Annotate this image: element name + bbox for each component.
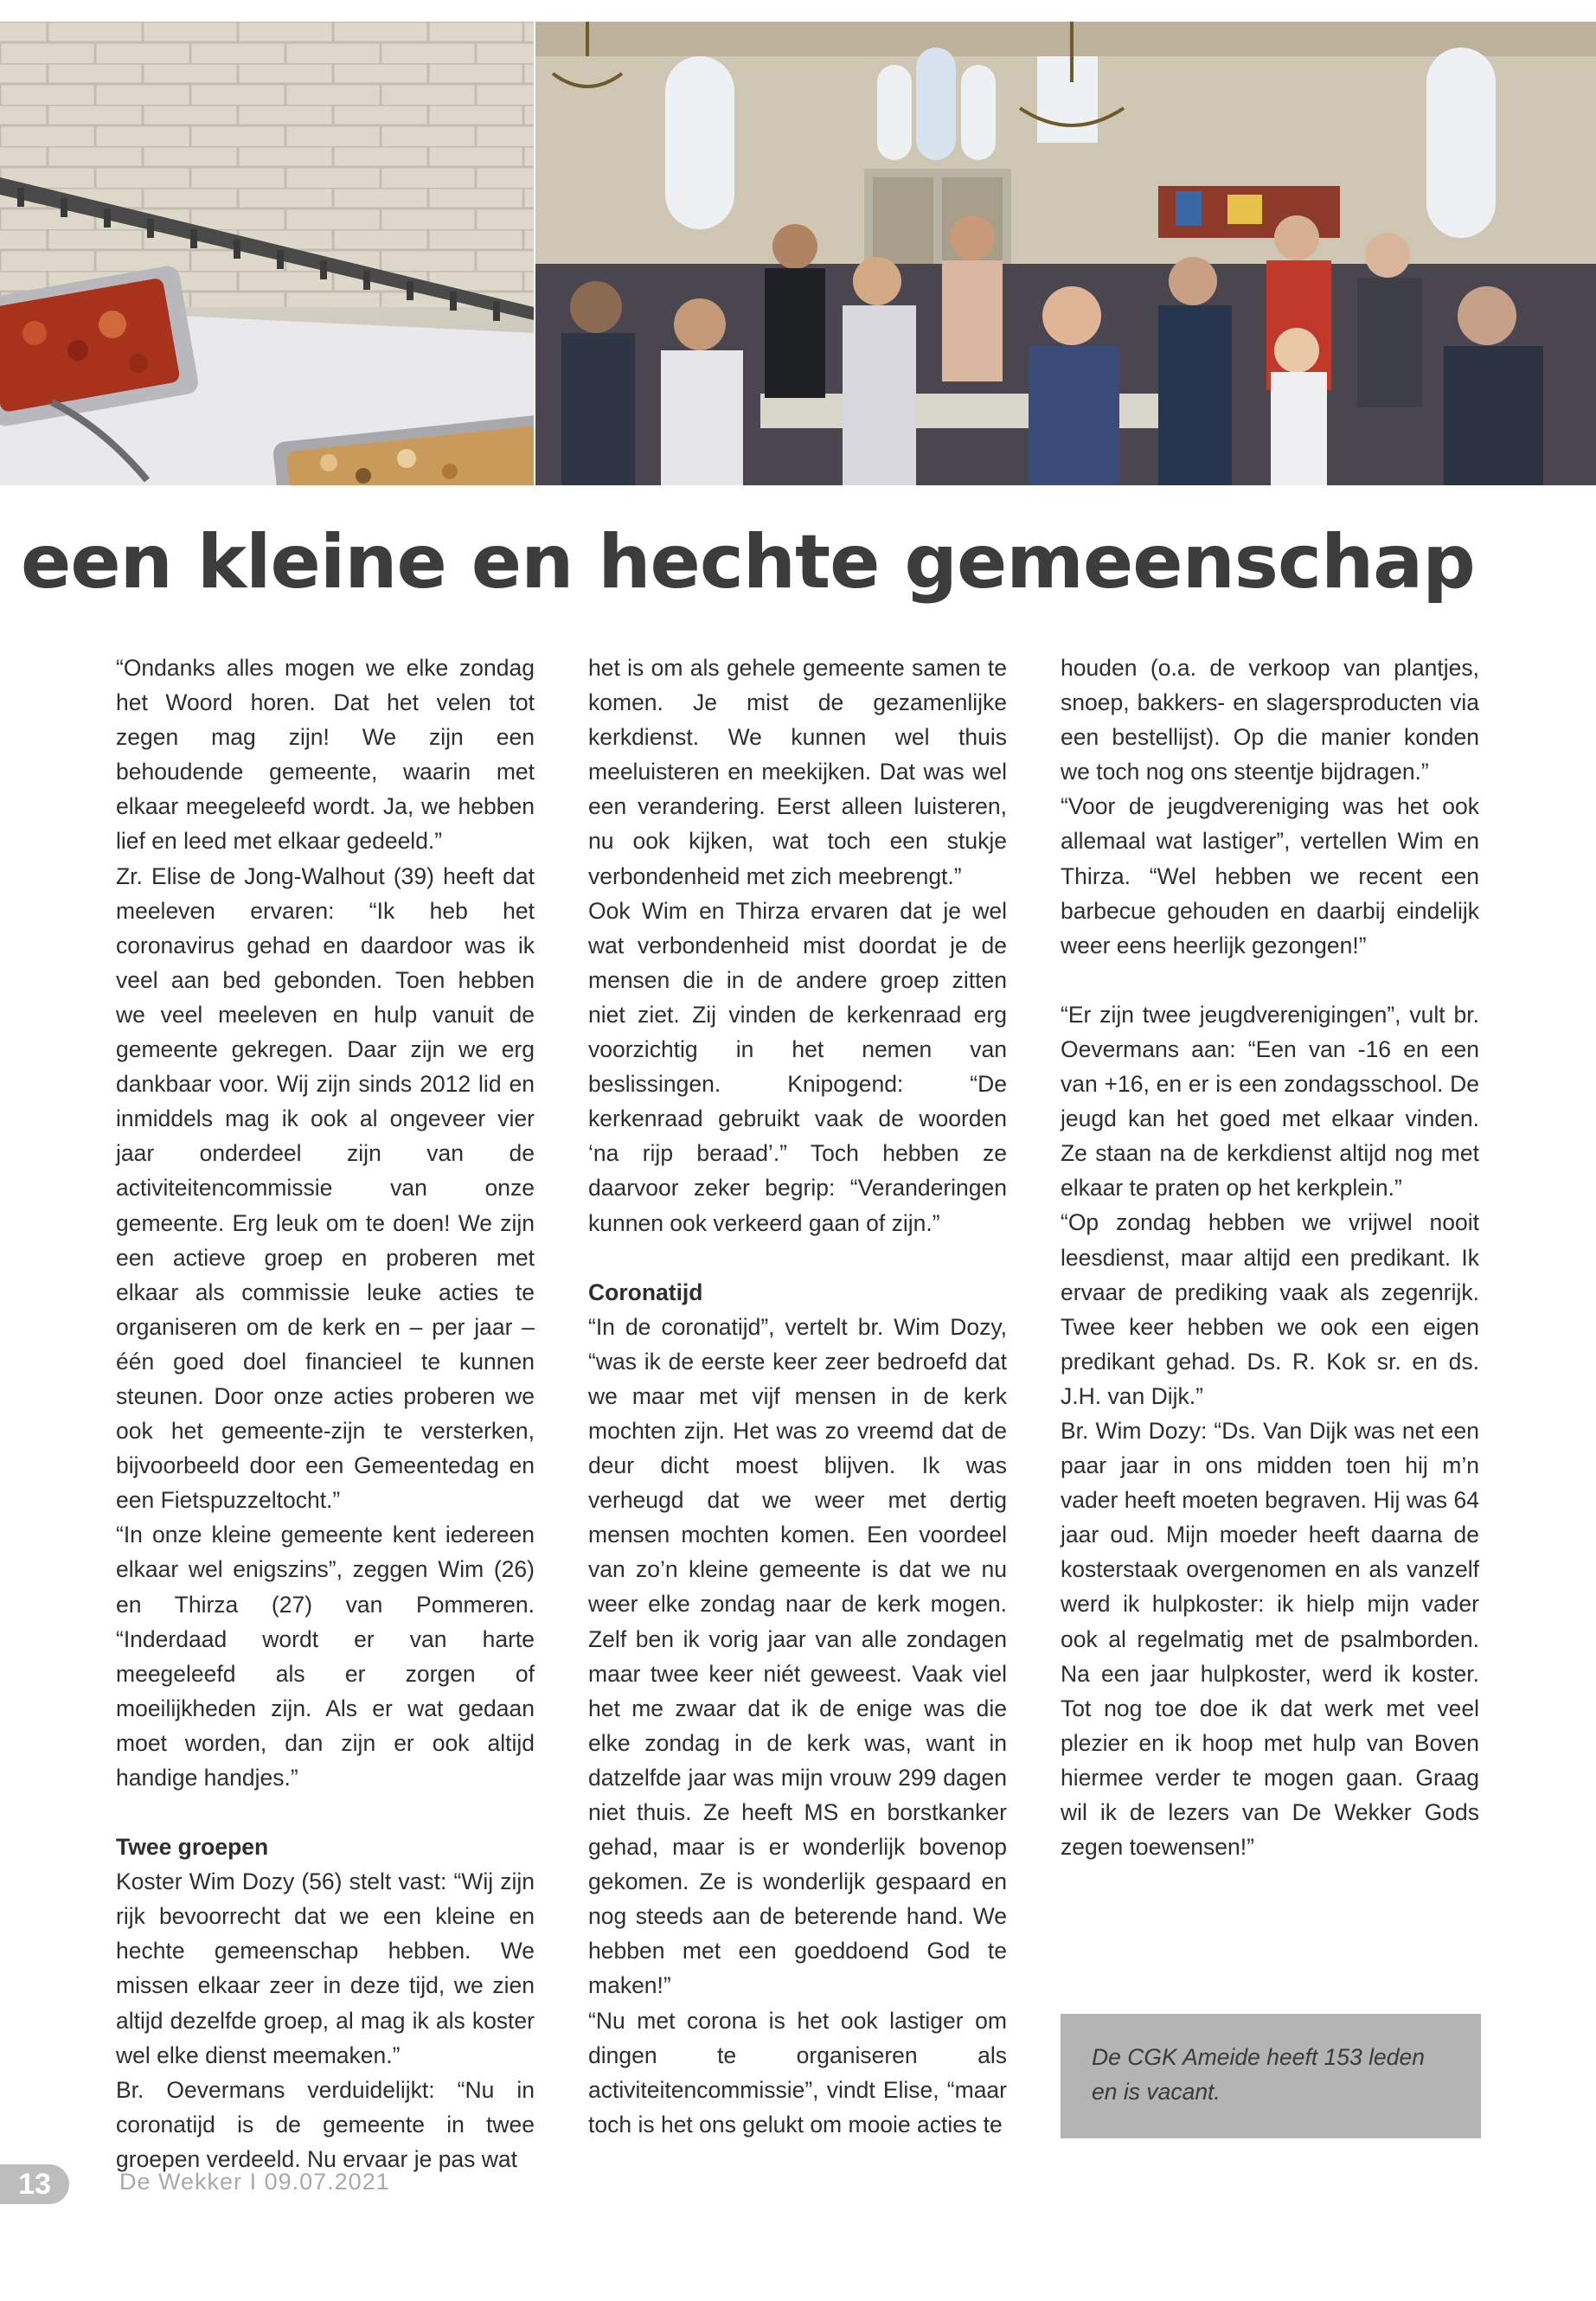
paragraph: Zr. Elise de Jong-Walhout (39) heeft dat meeleven ervaren: “Ik heb het coronavirus gehad en daardoor was ik veel aan bed gebonden. Toen hebben we veel meeleven en hulp vanuit de gemeente gekregen. Daar zijn we erg dankbaar voor. Wij zijn sinds 2012 lid en inmiddels mag ik ook al ongeveer vier jaar onderdeel zijn van de activiteitencommissie van onze gemeente. Erg leuk om te doen! We zijn een actieve groep en proberen met elkaar als commissie leuke acties te organiseren om de kerk en – per jaar – één goed doel financieel te kunnen steunen. Door onze acties proberen we ook het gemeente-zijn te versterken, bijvoorbeeld door een Gemeentedag en een Fietspuzzeltocht.” [116,862,535,1514]
page-number: 13 [0,2164,69,2204]
paragraph: “Ondanks alles mogen we elke zondag het Woord horen. Dat het velen tot zegen mag zijn! We zijn een behoudende gemeente, waarin met elkaar meegeleefd wordt. Ja, we hebben lief en leed met elkaar gedeeld.” [116,655,535,855]
paragraph: Br. Wim Dozy: “Ds. Van Dijk was net een paar jaar in ons midden toen hij m’n vader heeft moeten begraven. Hij was 64 jaar oud. Mijn moeder heeft daarna de kosterstaak overgenomen en als vanzelf werd ik hulpkoster: ik hielp mijn vader ook al regelmatig met de psalmborden. Na een jaar hulpkoster, werd ik koster. Tot nog toe doe ik dat werk met veel plezier en ik hoop met hulp van Boven hiermee verder te mogen gaan. Graag wil ik de lezers van De Wekker Gods zegen toewensen!” [1061,1417,1479,1861]
paragraph: “Op zondag hebben we vrijwel nooit leesdienst, maar altijd een predikant. Ik ervaar de prediking vaak als zegenrijk. Twee keer hebben we ook een eigen predikant gehad. Ds. R. Kok sr. en ds. J.H. van Dijk.” [1061,1209,1479,1409]
info-box: De CGK Ameide heeft 153 leden en is vacant. [1061,2014,1481,2138]
section-heading-twee-groepen: Twee groepen [116,1834,269,1861]
paragraph: Koster Wim Dozy (56) stelt vast: “Wij zijn rijk bevoorrecht dat we een kleine en hechte gemeenschap hebben. We missen elkaar zeer in deze tijd, we zien altijd dezelfde groep, al mag ik als koster wel elke dienst meemaken.” [116,1868,535,2068]
buffet-illustration [0,22,534,485]
paragraph: “In de coronatijd”, vertelt br. Wim Dozy, “was ik de eerste keer zeer bedroefd dat we maar met vijf mensen in de kerk mochten zijn. Het was zo vreemd dat de deur dicht moest blijven. Ik was verheugd dat we weer met dertig mensen mochten komen. Een voordeel van zo’n kleine gemeente is dat we nu weer elke zondag naar de kerk mogen. Zelf ben ik vorig jaar van alle zondagen maar twee keer niét geweest. Vaak viel het me zwaar dat ik de enige was die elke zondag in de kerk was, want in datzelfde jaar was mijn vrouw 299 dagen niet thuis. Ze heeft MS en borstkanker gehad, maar is er wonderlijk bovenop gekomen. Ze is wonderlijk gespaard en nog steeds aan de beterende hand. We hebben met een goeddoend God te maken!” [588,1313,1007,1999]
publication-name: De Wekker [119,2169,243,2195]
paragraph: “Nu met corona is het ook lastiger om dingen te organiseren als activiteitencommissie”, vindt Elise, “maar toch is het ons gelukt om mooie acties te [588,2007,1007,2138]
article-column-1 [116,651,535,2176]
top-margin [0,0,1596,22]
section-heading-coronatijd: Coronatijd [588,1279,703,1305]
article-column-2 [588,651,1007,2142]
paragraph: Br. Oevermans verduidelijkt: “Nu in coronatijd is de gemeente in twee groepen verdeeld. Nu ervaar je pas wat [116,2076,535,2172]
footer-publication-line [119,2169,390,2195]
church-hall-illustration [535,22,1596,485]
footer-separator: I [249,2169,258,2195]
paragraph: “In onze kleine gemeente kent iedereen elkaar wel enigszins”, zeggen Wim (26) en Thirza (27) van Pommeren. “Inderdaad wordt er van harte meegeleefd als er zorgen of moeilijkheden zijn. Als er wat gedaan moet worden, dan zijn er ook altijd handige handjes.” [116,1522,535,1791]
publication-date: 09.07.2021 [264,2169,390,2195]
paragraph: Ook Wim en Thirza ervaren dat je wel wat verbondenheid mist doordat je de mensen die in de andere groep zitten niet ziet. Zij vinden de kerkenraad erg voorzichtig in het nemen van beslissingen. Knipogend: “De kerkenraad gebruikt vaak de woorden ‘na rijp beraad’.” Toch hebben ze daarvoor zeker begrip: “Veranderingen kunnen ook verkeerd gaan of zijn.” [588,897,1007,1236]
paragraph: “Voor de jeugdvereniging was het ook allemaal wat lastiger”, vertellen Wim en Thirza. “Wel hebben we recent een barbecue gehouden en daarbij eindelijk weer eens heerlijk gezongen!” [1061,793,1479,958]
paragraph: houden (o.a. de verkoop van plantjes, snoep, bakkers- en slagersproducten via een bestellijst). Op die manier konden we toch nog ons steentje bijdragen.” [1061,655,1479,785]
paragraph: “Er zijn twee jeugdverenigingen”, vult br. Oevermans aan: “Een van -16 en een van +16, en er is een zondagsschool. De jeugd kan het goed met elkaar vinden. Ze staan na de kerkdienst altijd nog met elkaar te praten op het kerkplein.” [1061,1001,1479,1202]
article-column-3 [1061,651,1479,1864]
church-hall-photo [535,22,1596,485]
buffet-photo [0,22,534,485]
paragraph: het is om als gehele gemeente samen te komen. Je mist de gezamenlijke kerkdienst. We kunnen wel thuis meeluisteren en meekijken. Dat was wel een verandering. Eerst alleen luisteren, nu ook kijken, wat toch een stukje verbondenheid met zich meebrengt.” [588,655,1007,889]
article-headline: een kleine en hechte gemeenschap [21,519,1475,606]
